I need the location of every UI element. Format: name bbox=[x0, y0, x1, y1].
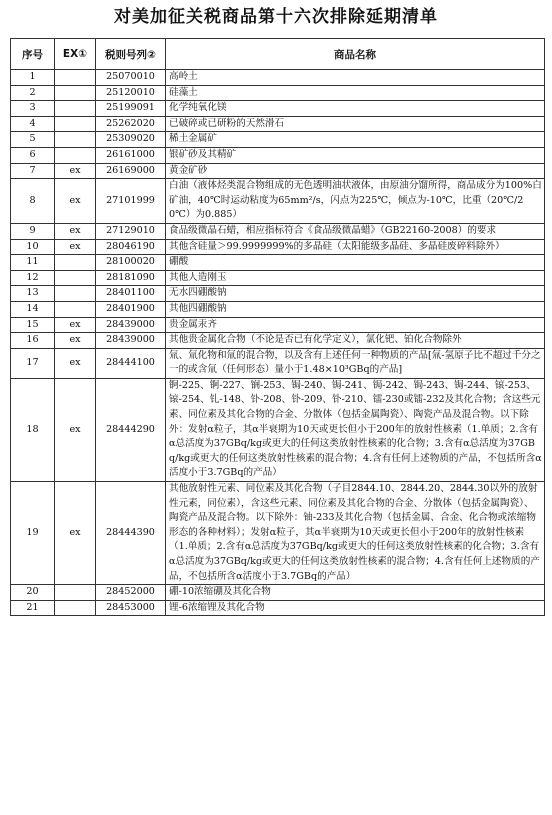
row-product-name: 食品级微晶石蜡，相应指标符合《食品级微晶蜡》（GB22160-2008）的要求 bbox=[166, 223, 545, 239]
row-tariff-code: 27101999 bbox=[96, 179, 166, 224]
row-tariff-code: 25309020 bbox=[96, 132, 166, 148]
row-product-name: 无水四硼酸钠 bbox=[166, 286, 545, 302]
row-ex bbox=[55, 116, 96, 132]
row-seq: 1 bbox=[11, 70, 55, 86]
row-ex bbox=[55, 255, 96, 271]
table-row bbox=[11, 270, 545, 286]
row-seq: 20 bbox=[11, 585, 55, 601]
row-ex bbox=[55, 132, 96, 148]
row-product-name: 高岭土 bbox=[166, 70, 545, 86]
row-seq: 10 bbox=[11, 239, 55, 255]
row-ex bbox=[55, 301, 96, 317]
row-tariff-code: 28453000 bbox=[96, 600, 166, 616]
row-tariff-code: 28401900 bbox=[96, 301, 166, 317]
row-seq: 15 bbox=[11, 317, 55, 333]
row-product-name: 白油（液体烃类混合物组成的无色透明油状液体，由原油分馏所得，商品成分为100%白矿油，40℃时运动粘度为65mm²/s，闪点为225℃，倾点为-10℃，比重（20℃/20℃）为0.885） bbox=[166, 179, 545, 224]
row-seq: 17 bbox=[11, 348, 55, 378]
table-row bbox=[11, 301, 545, 317]
row-ex: ex bbox=[55, 239, 96, 255]
row-product-name: 黄金矿砂 bbox=[166, 163, 545, 179]
header-seq: 序号 bbox=[11, 39, 55, 70]
row-ex bbox=[55, 585, 96, 601]
row-product-name: 其他贵金属化合物（不论是否已有化学定义），氯化钯、铂化合物除外 bbox=[166, 333, 545, 349]
table-header-row bbox=[11, 39, 545, 70]
row-ex bbox=[55, 85, 96, 101]
table-row bbox=[11, 116, 545, 132]
row-product-name: 银矿砂及其精矿 bbox=[166, 147, 545, 163]
table-row bbox=[11, 239, 545, 255]
row-product-name: 已破碎或已研粉的天然滑石 bbox=[166, 116, 545, 132]
row-seq: 9 bbox=[11, 223, 55, 239]
table-row bbox=[11, 585, 545, 601]
row-tariff-code: 28439000 bbox=[96, 317, 166, 333]
row-tariff-code: 25262020 bbox=[96, 116, 166, 132]
table-row bbox=[11, 255, 545, 271]
row-product-name: 锂-6浓缩锂及其化合物 bbox=[166, 600, 545, 616]
row-tariff-code: 25199091 bbox=[96, 101, 166, 117]
row-seq: 11 bbox=[11, 255, 55, 271]
row-seq: 14 bbox=[11, 301, 55, 317]
row-ex bbox=[55, 286, 96, 302]
row-seq: 16 bbox=[11, 333, 55, 349]
header-product-name: 商品名称 bbox=[166, 39, 545, 70]
row-ex bbox=[55, 147, 96, 163]
row-tariff-code: 28181090 bbox=[96, 270, 166, 286]
row-seq: 13 bbox=[11, 286, 55, 302]
row-seq: 19 bbox=[11, 482, 55, 585]
table-row bbox=[11, 482, 545, 585]
row-product-name: 硼酸 bbox=[166, 255, 545, 271]
row-tariff-code: 28444290 bbox=[96, 378, 166, 481]
row-ex: ex bbox=[55, 482, 96, 585]
row-tariff-code: 28401100 bbox=[96, 286, 166, 302]
row-ex bbox=[55, 270, 96, 286]
table-row bbox=[11, 378, 545, 481]
table-row bbox=[11, 70, 545, 86]
row-ex bbox=[55, 70, 96, 86]
row-product-name: 其他人造刚玉 bbox=[166, 270, 545, 286]
row-tariff-code: 28452000 bbox=[96, 585, 166, 601]
table-body bbox=[11, 70, 545, 616]
page-title: 对美加征关税商品第十六次排除延期清单 bbox=[114, 7, 438, 27]
row-product-name: 稀土金属矿 bbox=[166, 132, 545, 148]
row-tariff-code: 28439000 bbox=[96, 333, 166, 349]
row-ex: ex bbox=[55, 348, 96, 378]
table-row bbox=[11, 223, 545, 239]
row-ex: ex bbox=[55, 333, 96, 349]
row-product-name: 化学纯氧化镁 bbox=[166, 101, 545, 117]
row-tariff-code: 25120010 bbox=[96, 85, 166, 101]
row-ex: ex bbox=[55, 179, 96, 224]
row-tariff-code: 28444390 bbox=[96, 482, 166, 585]
row-seq: 6 bbox=[11, 147, 55, 163]
row-product-name: 贵金属汞齐 bbox=[166, 317, 545, 333]
table-row bbox=[11, 348, 545, 378]
header-tariff-code: 税则号列② bbox=[96, 39, 166, 70]
row-ex: ex bbox=[55, 378, 96, 481]
row-tariff-code: 25070010 bbox=[96, 70, 166, 86]
header-ex: EX① bbox=[55, 39, 96, 70]
row-seq: 12 bbox=[11, 270, 55, 286]
table-row bbox=[11, 132, 545, 148]
row-ex: ex bbox=[55, 317, 96, 333]
row-ex: ex bbox=[55, 163, 96, 179]
row-seq: 8 bbox=[11, 179, 55, 224]
table-row bbox=[11, 147, 545, 163]
row-seq: 5 bbox=[11, 132, 55, 148]
table-row bbox=[11, 600, 545, 616]
row-tariff-code: 28444100 bbox=[96, 348, 166, 378]
row-ex bbox=[55, 600, 96, 616]
row-tariff-code: 26161000 bbox=[96, 147, 166, 163]
table-row bbox=[11, 163, 545, 179]
row-tariff-code: 27129010 bbox=[96, 223, 166, 239]
row-product-name: 其他放射性元素、同位素及其化合物（子目2844.10、2844.20、2844.30以外的放射性元素，同位素），含这些元素、同位素及其化合物的合金、分散体（包括金属陶瓷）、陶瓷产品及混合物。以下除外：铀-233及其化合物（包括金属、合金、化合物或浓缩物形态的各种材料）；发射α粒子，其α半衰期为10天或更长但小于200年的放射性核素（1.单质；2.含有α总活度为37GBq/kg或更大的任何这类放射性核素的化合物；3.含有α总活度为37GBq/kg或更大的任何这类放射性核素的混合物；4.含有任何上述物质的产品，不包括所含α活度小于3.7GBq的产品） bbox=[166, 482, 545, 585]
row-seq: 21 bbox=[11, 600, 55, 616]
row-product-name: 锕-225、锕-227、锎-253、锔-240、锔-241、锔-242、锔-243、锔-244、锿-253、锿-254、钆-148、钋-208、钋-209、钋-210、镭-230或镭-232及其化合物；含这些元素、同位素及其化合物的合金、分散体（包括金属陶瓷）、陶瓷产品及混合物。以下除外：发射α粒子，其α半衰期为10天或更长但小于200年的放射性核素（1.单质；2.含有α总活度为37GBq/kg或更大的任何这类放射性核素的化合物；3.含有α总活度为37GBq/kg或更大的任何这类放射性核素的混合物；4.含有任何上述物质的产品，不包括所含α活度小于3.7GBq的产品） bbox=[166, 378, 545, 481]
row-product-name: 硼-10浓缩硼及其化合物 bbox=[166, 585, 545, 601]
row-seq: 4 bbox=[11, 116, 55, 132]
table-row bbox=[11, 317, 545, 333]
row-seq: 2 bbox=[11, 85, 55, 101]
row-seq: 18 bbox=[11, 378, 55, 481]
row-product-name: 其他四硼酸钠 bbox=[166, 301, 545, 317]
row-product-name: 硅藻土 bbox=[166, 85, 545, 101]
row-ex: ex bbox=[55, 223, 96, 239]
table-row bbox=[11, 333, 545, 349]
row-tariff-code: 28046190 bbox=[96, 239, 166, 255]
table-row bbox=[11, 286, 545, 302]
row-product-name: 氚、氚化物和氚的混合物，以及含有上述任何一种物质的产品[氚-氢原子比不超过千分之一的或含氚（任何形态）量小于1.48×10³GBq的产品] bbox=[166, 348, 545, 378]
exclusion-list-table bbox=[10, 38, 545, 616]
row-tariff-code: 26169000 bbox=[96, 163, 166, 179]
table-row bbox=[11, 85, 545, 101]
row-ex bbox=[55, 101, 96, 117]
table-row bbox=[11, 179, 545, 224]
row-tariff-code: 28100020 bbox=[96, 255, 166, 271]
row-seq: 7 bbox=[11, 163, 55, 179]
table-row bbox=[11, 101, 545, 117]
row-product-name: 其他含硅量＞99.9999999%的多晶硅（太阳能级多晶硅、多晶硅废碎料除外） bbox=[166, 239, 545, 255]
row-seq: 3 bbox=[11, 101, 55, 117]
